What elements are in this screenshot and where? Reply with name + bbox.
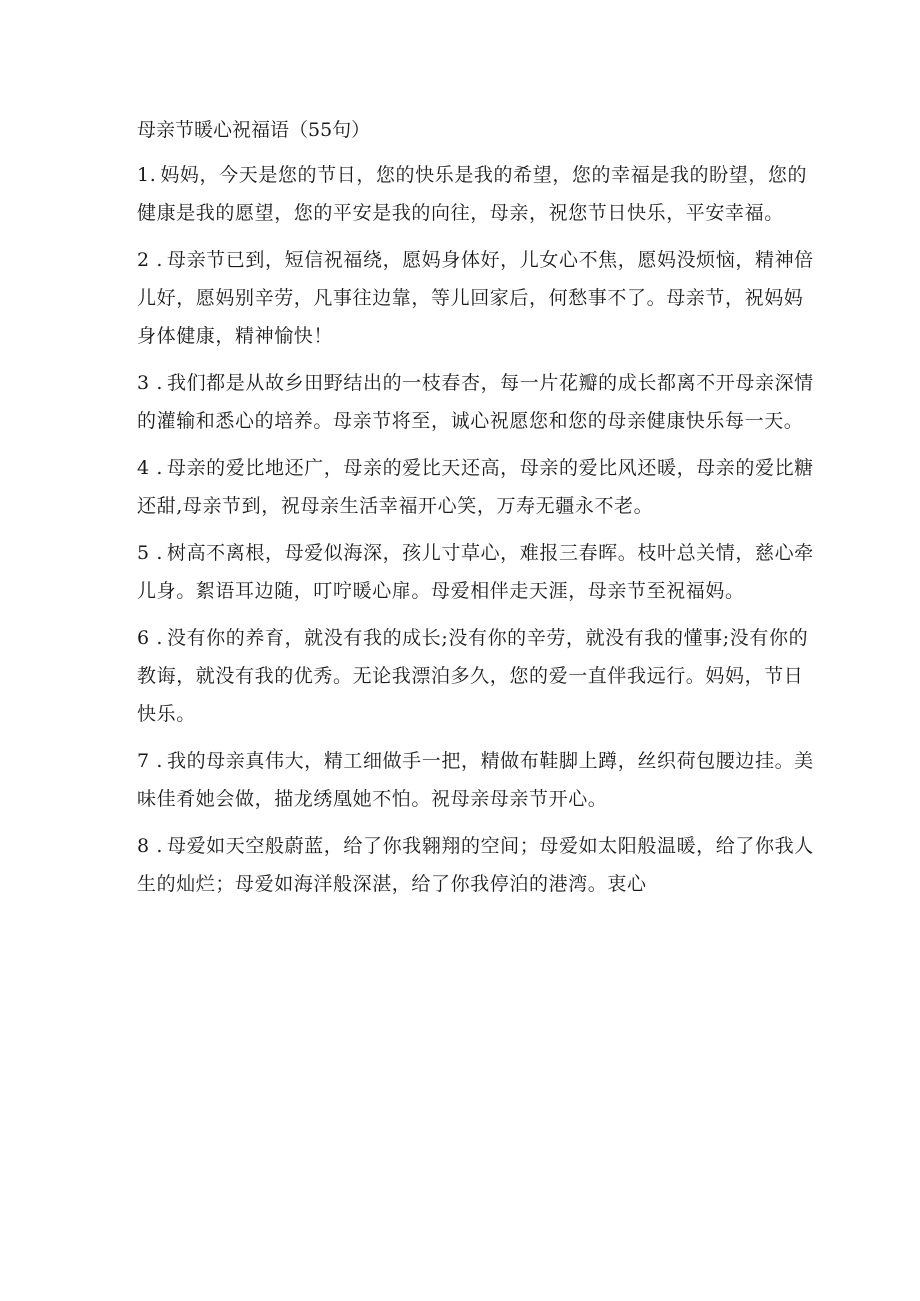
item-text: 母亲节已到，短信祝福绕，愿妈身体好，儿女心不焦，愿妈没烦恼，精神倍儿好，愿妈别辛劳，凡事往边靠，等儿回家后，何愁事不了。母亲节，祝妈妈身体健康，精神愉快！: [137, 249, 814, 347]
blessing-item: [137, 619, 820, 733]
item-text: 妈妈，今天是您的节日，您的快乐是我的希望，您的幸福是我的盼望，您的健康是我的愿望，您的平安是我的向往，母亲，祝您节日快乐，平安幸福。: [137, 164, 808, 224]
item-number: 7 .: [137, 750, 163, 772]
blessing-item: [137, 156, 820, 232]
blessing-item: [137, 534, 820, 610]
blessing-item: [137, 241, 820, 355]
blessing-list: [137, 156, 820, 903]
item-text: 我们都是从故乡田野结出的一枝春杏，每一片花瓣的成长都离不开母亲深情的灌输和悉心的培养。母亲节将至，诚心祝愿您和您的母亲健康快乐每一天。: [137, 372, 814, 432]
item-number: 4 .: [137, 457, 163, 479]
item-number: 3 .: [137, 372, 163, 394]
item-text: 没有你的养育，就没有我的成长;没有你的辛劳，就没有我的懂事;没有你的教诲，就没有我的优秀。无论我漂泊多久，您的爱一直伴我远行。妈妈，节日快乐。: [137, 627, 809, 725]
item-text: 母爱如天空般蔚蓝，给了你我翱翔的空间；母爱如太阳般温暖，给了你我人生的灿烂；母爱如海洋般深湛，给了你我停泊的港湾。衷心: [137, 835, 814, 895]
item-text: 我的母亲真伟大，精工细做手一把，精做布鞋脚上蹲，丝织荷包腰边挂。美味佳肴她会做，描龙绣凰她不怕。祝母亲母亲节开心。: [137, 750, 814, 810]
item-text: 树高不离根，母爱似海深，孩儿寸草心，难报三春晖。枝叶总关情，慈心牵儿身。絮语耳边随，叮咛暖心扉。母爱相伴走天涯，母亲节至祝福妈。: [137, 542, 814, 602]
item-number: 6 .: [137, 627, 163, 649]
item-text: 母亲的爱比地还广，母亲的爱比天还高，母亲的爱比风还暖，母亲的爱比糖还甜,母亲节到，祝母亲生活幸福开心笑，万寿无疆永不老。: [137, 457, 814, 517]
item-number: 2 .: [137, 249, 163, 271]
item-number: 5 .: [137, 542, 163, 564]
document-title: 母亲节暖心祝福语（55句）: [137, 119, 371, 141]
blessing-item: [137, 742, 820, 818]
blessing-item: [137, 449, 820, 525]
blessing-item: [137, 827, 820, 903]
blessing-item: [137, 364, 820, 440]
item-number: 1.: [137, 164, 157, 186]
item-number: 8 .: [137, 835, 163, 857]
